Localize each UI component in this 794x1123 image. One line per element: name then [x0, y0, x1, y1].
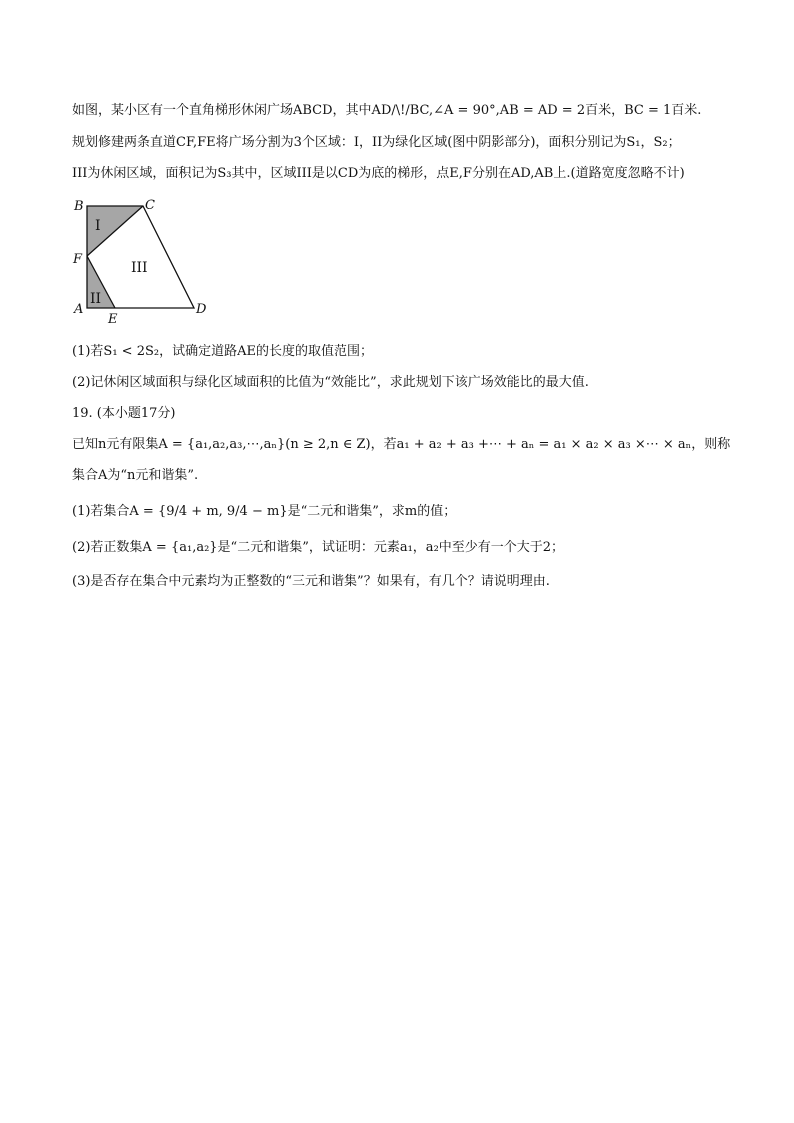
- problem19-header: 19. (本小题17分): [72, 406, 176, 421]
- problem19-question3: (3)是否存在集合中元素均为正整数的“三元和谐集”？如果有，有几个？请说明理由.: [72, 574, 550, 589]
- problem18-question1: (1)若S₁ < 2S₂，试确定道路AE的长度的取值范围；: [72, 344, 373, 359]
- problem18-line2: 规划修建两条直道CF,FE将广场分割为3个区域：I，II为绿化区域(图中阴影部分)，面积分别记为S₁，S₂；: [72, 135, 681, 150]
- problem18-question2: (2)记休闲区域面积与绿化区域面积的比值为“效能比”，求此规划下该广场效能比的最大值.: [72, 375, 589, 390]
- problem18-line3: III为休闲区域，面积记为S₃其中，区域III是以CD为底的梯形，点E,F分别在AD,AB上.(道路宽度忽略不计): [72, 166, 685, 181]
- q1-prefix: (1)若集合A =: [72, 504, 158, 519]
- problem19-question1: [72, 503, 456, 521]
- problem18-line1: 如图，某小区有一个直角梯形休闲广场ABCD，其中AD/\!/BC,∠A = 90°,AB = AD = 2百米，BC = 1百米.: [72, 103, 702, 118]
- label-A: A: [74, 302, 84, 317]
- trapezoid-figure: [68, 194, 218, 326]
- region-III-label: III: [131, 260, 148, 276]
- label-F: F: [73, 252, 83, 267]
- label-E: E: [108, 312, 118, 326]
- problem19-question2: (2)若正数集A = {a₁,a₂}是“二元和谐集”，试证明：元素a₁，a₂中至少有一个大于2；: [72, 540, 565, 555]
- region-I-label: I: [95, 218, 101, 234]
- label-B: B: [74, 199, 84, 214]
- problem19-line2: 集合A为“n元和谐集”.: [72, 468, 199, 483]
- region-II-label: II: [90, 291, 102, 307]
- q1-suffix: 是“二元和谐集”，求m的值；: [287, 504, 457, 519]
- q1-set: {9/4 + m, 9/4 − m}: [157, 504, 288, 519]
- label-D: D: [196, 302, 207, 317]
- label-C: C: [145, 198, 155, 213]
- problem19-line1: 已知n元有限集A = {a₁,a₂,a₃,⋯,aₙ}(n ≥ 2,n ∈ Z)，若a₁ + a₂ + a₃ +⋯ + aₙ = a₁ × a₂ × a₃ ×⋯ × aₙ，则称: [72, 437, 731, 452]
